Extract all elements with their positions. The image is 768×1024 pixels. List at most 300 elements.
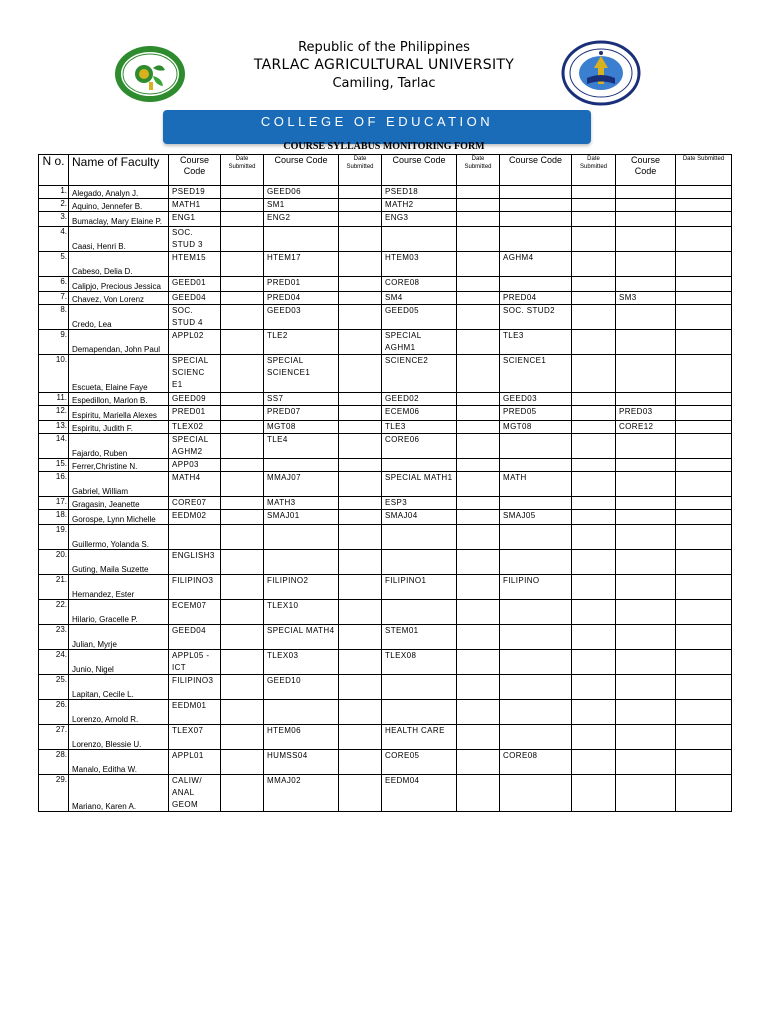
course-code-cell: ECEM07 xyxy=(169,600,221,625)
date-submitted-cell xyxy=(572,305,616,330)
header-date-submitted: Date Submitted xyxy=(676,155,732,186)
course-code-cell xyxy=(264,700,339,725)
date-submitted-cell xyxy=(339,525,382,550)
date-submitted-cell xyxy=(457,750,500,775)
faculty-name: Fajardo, Ruben xyxy=(72,449,128,458)
date-submitted-cell xyxy=(221,330,264,355)
date-submitted-cell xyxy=(676,292,732,305)
course-code-cell xyxy=(500,600,572,625)
course-code-cell xyxy=(500,186,572,199)
course-code-cell xyxy=(616,330,676,355)
course-code-cell xyxy=(616,277,676,292)
course-code-cell: ENG1 xyxy=(169,212,221,227)
course-code-cell: TLEX07 xyxy=(169,725,221,750)
course-code-cell: SS7 xyxy=(264,393,339,406)
course-code-cell xyxy=(500,497,572,510)
course-code-cell: TLE2 xyxy=(264,330,339,355)
date-submitted-cell xyxy=(572,472,616,497)
date-submitted-cell xyxy=(221,525,264,550)
faculty-name: Lapitan, Cecile L. xyxy=(72,690,134,699)
date-submitted-cell xyxy=(676,393,732,406)
course-code-cell: PRED01 xyxy=(264,277,339,292)
row-number: 21. xyxy=(39,575,69,600)
table-body xyxy=(39,186,732,812)
document-header xyxy=(0,0,768,160)
date-submitted-cell xyxy=(339,625,382,650)
course-code-cell: SMAJ04 xyxy=(382,510,457,525)
table-row xyxy=(39,700,732,725)
faculty-name-cell xyxy=(69,510,169,525)
row-number: 12. xyxy=(39,406,69,421)
table-row xyxy=(39,406,732,421)
date-submitted-cell xyxy=(339,406,382,421)
course-code-cell xyxy=(382,459,457,472)
date-submitted-cell xyxy=(339,292,382,305)
course-code-cell: HTEM17 xyxy=(264,252,339,277)
course-code-cell: SPECIAL MATH1 xyxy=(382,472,457,497)
table-row xyxy=(39,675,732,700)
date-submitted-cell xyxy=(572,497,616,510)
table-row xyxy=(39,510,732,525)
table-row xyxy=(39,421,732,434)
faculty-name-cell xyxy=(69,252,169,277)
faculty-name-cell xyxy=(69,550,169,575)
date-submitted-cell xyxy=(572,775,616,812)
date-submitted-cell xyxy=(221,575,264,600)
header-date-submitted: Date Submitted xyxy=(339,155,382,186)
course-code-cell xyxy=(500,725,572,750)
faculty-name: Lorenzo, Blessie U. xyxy=(72,740,142,749)
date-submitted-cell xyxy=(572,227,616,252)
faculty-name-cell xyxy=(69,675,169,700)
date-submitted-cell xyxy=(676,227,732,252)
date-submitted-cell xyxy=(457,775,500,812)
course-code-cell xyxy=(616,472,676,497)
course-code-cell: HTEM03 xyxy=(382,252,457,277)
row-number: 13. xyxy=(39,421,69,434)
course-code-cell: MMAJ02 xyxy=(264,775,339,812)
course-code-cell: CORE06 xyxy=(382,434,457,459)
table-row xyxy=(39,393,732,406)
date-submitted-cell xyxy=(457,252,500,277)
faculty-name-cell xyxy=(69,525,169,550)
course-code-cell xyxy=(616,625,676,650)
table-row xyxy=(39,625,732,650)
faculty-name: Gabriel, William xyxy=(72,487,129,496)
faculty-name: Credo, Lea xyxy=(72,320,112,329)
faculty-name: Aquino, Jennefer B. xyxy=(72,202,143,211)
course-code-cell xyxy=(264,550,339,575)
date-submitted-cell xyxy=(572,600,616,625)
row-number: 1. xyxy=(39,186,69,199)
course-code-cell xyxy=(264,525,339,550)
table-row xyxy=(39,330,732,355)
faculty-name-cell xyxy=(69,725,169,750)
date-submitted-cell xyxy=(339,600,382,625)
course-code-cell: MGT08 xyxy=(500,421,572,434)
date-submitted-cell xyxy=(221,650,264,675)
date-submitted-cell xyxy=(457,472,500,497)
date-submitted-cell xyxy=(339,355,382,393)
course-code-cell: APPL05 -ICT xyxy=(169,650,221,675)
faculty-name: Caasi, Henri B. xyxy=(72,242,126,251)
date-submitted-cell xyxy=(572,725,616,750)
course-code-cell xyxy=(500,550,572,575)
date-submitted-cell xyxy=(676,510,732,525)
course-code-cell xyxy=(382,675,457,700)
course-code-cell xyxy=(500,227,572,252)
row-number: 17. xyxy=(39,497,69,510)
course-code-cell: CORE07 xyxy=(169,497,221,510)
course-code-cell: CORE05 xyxy=(382,750,457,775)
date-submitted-cell xyxy=(572,355,616,393)
course-code-cell xyxy=(616,186,676,199)
row-number: 18. xyxy=(39,510,69,525)
table-row xyxy=(39,575,732,600)
date-submitted-cell xyxy=(676,675,732,700)
date-submitted-cell xyxy=(676,305,732,330)
course-code-cell: FILIPINO3 xyxy=(169,575,221,600)
faculty-name: Junio, Nigel xyxy=(72,665,114,674)
date-submitted-cell xyxy=(572,625,616,650)
course-code-cell: GEED03 xyxy=(500,393,572,406)
course-code-cell: SCIENCE1 xyxy=(500,355,572,393)
faculty-name-cell xyxy=(69,305,169,330)
table-row xyxy=(39,355,732,393)
course-code-cell: GEED10 xyxy=(264,675,339,700)
course-code-cell xyxy=(616,650,676,675)
date-submitted-cell xyxy=(457,434,500,459)
row-number: 2. xyxy=(39,199,69,212)
course-code-cell xyxy=(616,305,676,330)
row-number: 23. xyxy=(39,625,69,650)
course-code-cell: GEED06 xyxy=(264,186,339,199)
faculty-name-cell xyxy=(69,625,169,650)
date-submitted-cell xyxy=(457,725,500,750)
course-code-cell xyxy=(382,600,457,625)
date-submitted-cell xyxy=(572,277,616,292)
table-row xyxy=(39,725,732,750)
course-code-cell xyxy=(382,525,457,550)
date-submitted-cell xyxy=(572,575,616,600)
row-number: 28. xyxy=(39,750,69,775)
course-code-cell xyxy=(382,700,457,725)
course-code-cell: MATH xyxy=(500,472,572,497)
date-submitted-cell xyxy=(676,750,732,775)
course-code-cell: PRED04 xyxy=(264,292,339,305)
faculty-name: Escueta, Elaine Faye xyxy=(72,383,148,392)
date-submitted-cell xyxy=(339,227,382,252)
course-code-cell: PRED03 xyxy=(616,406,676,421)
faculty-name: Espiritu, Judith F. xyxy=(72,424,133,433)
date-submitted-cell xyxy=(676,199,732,212)
date-submitted-cell xyxy=(572,675,616,700)
date-submitted-cell xyxy=(339,212,382,227)
course-code-cell: FILIPINO xyxy=(500,575,572,600)
row-number: 10. xyxy=(39,355,69,393)
date-submitted-cell xyxy=(676,525,732,550)
date-submitted-cell xyxy=(457,625,500,650)
course-code-cell: SPECIAL SCIENCE1 xyxy=(264,355,339,393)
faculty-name: Julian, Myrje xyxy=(72,640,117,649)
date-submitted-cell xyxy=(221,675,264,700)
faculty-name: Bumaclay, Mary Elaine P. xyxy=(72,217,162,226)
header-course-code: Course Code xyxy=(169,155,221,186)
date-submitted-cell xyxy=(676,497,732,510)
faculty-name: Manalo, Editha W. xyxy=(72,765,137,774)
date-submitted-cell xyxy=(676,406,732,421)
date-submitted-cell xyxy=(221,292,264,305)
date-submitted-cell xyxy=(457,497,500,510)
date-submitted-cell xyxy=(457,330,500,355)
date-submitted-cell xyxy=(457,675,500,700)
faculty-name: Gragasin, Jeanette xyxy=(72,500,140,509)
faculty-name: Calipjo, Precious Jessica xyxy=(72,282,161,291)
date-submitted-cell xyxy=(221,305,264,330)
row-number: 22. xyxy=(39,600,69,625)
date-submitted-cell xyxy=(457,525,500,550)
date-submitted-cell xyxy=(221,459,264,472)
row-number: 26. xyxy=(39,700,69,725)
course-code-cell: PSED19 xyxy=(169,186,221,199)
table-row xyxy=(39,434,732,459)
table-row xyxy=(39,292,732,305)
date-submitted-cell xyxy=(572,292,616,305)
date-submitted-cell xyxy=(572,212,616,227)
faculty-name-cell xyxy=(69,277,169,292)
faculty-name-cell xyxy=(69,355,169,393)
date-submitted-cell xyxy=(457,406,500,421)
date-submitted-cell xyxy=(339,472,382,497)
course-code-cell xyxy=(616,199,676,212)
faculty-name-cell xyxy=(69,600,169,625)
faculty-name: Cabeso, Delia D. xyxy=(72,267,133,276)
date-submitted-cell xyxy=(676,600,732,625)
date-submitted-cell xyxy=(676,625,732,650)
date-submitted-cell xyxy=(572,459,616,472)
header-name-of-faculty: Name of Faculty xyxy=(69,155,169,186)
date-submitted-cell xyxy=(457,305,500,330)
date-submitted-cell xyxy=(676,186,732,199)
date-submitted-cell xyxy=(339,186,382,199)
row-number: 14. xyxy=(39,434,69,459)
course-code-cell: SM1 xyxy=(264,199,339,212)
table-row xyxy=(39,600,732,625)
faculty-name: Lorenzo, Arnold R. xyxy=(72,715,139,724)
course-code-cell: TLEX08 xyxy=(382,650,457,675)
form-title: COURSE SYLLABUS MONITORING FORM xyxy=(283,141,485,152)
course-code-cell xyxy=(616,725,676,750)
header-course-code: Course Code xyxy=(264,155,339,186)
course-code-cell xyxy=(616,550,676,575)
faculty-name: Ferrer,Christine N. xyxy=(72,462,138,471)
course-code-cell xyxy=(500,700,572,725)
header-date-submitted: Date Submitted xyxy=(221,155,264,186)
course-code-cell: SOC. STUD 3 xyxy=(169,227,221,252)
faculty-name-cell xyxy=(69,700,169,725)
course-code-cell xyxy=(500,199,572,212)
course-code-cell: GEED03 xyxy=(264,305,339,330)
course-code-cell xyxy=(500,775,572,812)
course-code-cell: MATH4 xyxy=(169,472,221,497)
header-course-code: Course Code xyxy=(616,155,676,186)
faculty-name: Alegado, Analyn J. xyxy=(72,189,139,198)
course-code-cell: ENG2 xyxy=(264,212,339,227)
faculty-name-cell xyxy=(69,750,169,775)
faculty-name-cell xyxy=(69,393,169,406)
course-code-cell xyxy=(500,525,572,550)
course-code-cell xyxy=(500,675,572,700)
date-submitted-cell xyxy=(676,459,732,472)
date-submitted-cell xyxy=(221,355,264,393)
course-code-cell xyxy=(264,227,339,252)
course-code-cell xyxy=(616,355,676,393)
date-submitted-cell xyxy=(457,575,500,600)
course-code-cell: HUMSS04 xyxy=(264,750,339,775)
row-number: 7. xyxy=(39,292,69,305)
date-submitted-cell xyxy=(572,750,616,775)
row-number: 6. xyxy=(39,277,69,292)
course-code-cell xyxy=(616,575,676,600)
course-code-cell: CORE12 xyxy=(616,421,676,434)
faculty-name: Hilario, Gracelle P. xyxy=(72,615,138,624)
course-code-cell: SPECIAL MATH4 xyxy=(264,625,339,650)
course-code-cell: TLEX03 xyxy=(264,650,339,675)
row-number: 19. xyxy=(39,525,69,550)
table-row xyxy=(39,497,732,510)
date-submitted-cell xyxy=(572,393,616,406)
course-code-cell: SM4 xyxy=(382,292,457,305)
row-number: 4. xyxy=(39,227,69,252)
course-code-cell xyxy=(616,497,676,510)
faculty-name: Demapendan, John Paul xyxy=(72,345,161,354)
date-submitted-cell xyxy=(457,650,500,675)
course-code-cell xyxy=(500,625,572,650)
course-code-cell: HTEM15 xyxy=(169,252,221,277)
date-submitted-cell xyxy=(676,434,732,459)
date-submitted-cell xyxy=(676,775,732,812)
date-submitted-cell xyxy=(339,750,382,775)
date-submitted-cell xyxy=(457,277,500,292)
course-code-cell: GEED04 xyxy=(169,292,221,305)
faculty-name-cell xyxy=(69,227,169,252)
faculty-name: Espiritu, Mariella Alexes xyxy=(72,411,157,420)
course-code-cell: SOC. STUD2 xyxy=(500,305,572,330)
date-submitted-cell xyxy=(339,252,382,277)
course-code-cell: GEED01 xyxy=(169,277,221,292)
course-code-cell: SMAJ05 xyxy=(500,510,572,525)
date-submitted-cell xyxy=(572,406,616,421)
course-code-cell: SM3 xyxy=(616,292,676,305)
date-submitted-cell xyxy=(339,725,382,750)
course-code-cell: TLE4 xyxy=(264,434,339,459)
university-name: TARLAC AGRICULTURAL UNIVERSITY xyxy=(253,57,515,73)
course-code-cell: CALIW/ ANAL GEOM xyxy=(169,775,221,812)
date-submitted-cell xyxy=(457,199,500,212)
faculty-name: Espedillon, Marlon B. xyxy=(72,396,148,405)
date-submitted-cell xyxy=(221,600,264,625)
faculty-name: Mariano, Karen A. xyxy=(72,802,137,811)
course-code-cell: HEALTH CARE xyxy=(382,725,457,750)
row-number: 24. xyxy=(39,650,69,675)
date-submitted-cell xyxy=(221,434,264,459)
date-submitted-cell xyxy=(339,700,382,725)
faculty-name-cell xyxy=(69,459,169,472)
date-submitted-cell xyxy=(221,472,264,497)
course-code-cell: SCIENCE2 xyxy=(382,355,457,393)
date-submitted-cell xyxy=(676,725,732,750)
course-code-cell xyxy=(500,650,572,675)
course-code-cell: CORE08 xyxy=(382,277,457,292)
faculty-name-cell xyxy=(69,575,169,600)
date-submitted-cell xyxy=(572,700,616,725)
row-number: 5. xyxy=(39,252,69,277)
date-submitted-cell xyxy=(572,525,616,550)
row-number: 8. xyxy=(39,305,69,330)
date-submitted-cell xyxy=(572,421,616,434)
date-submitted-cell xyxy=(457,186,500,199)
date-submitted-cell xyxy=(221,725,264,750)
course-code-cell: SMAJ01 xyxy=(264,510,339,525)
course-code-cell: PRED04 xyxy=(500,292,572,305)
date-submitted-cell xyxy=(572,434,616,459)
date-submitted-cell xyxy=(221,277,264,292)
date-submitted-cell xyxy=(221,227,264,252)
date-submitted-cell xyxy=(457,600,500,625)
course-code-cell: APPL01 xyxy=(169,750,221,775)
faculty-name: Guillermo, Yolanda S. xyxy=(72,540,149,549)
date-submitted-cell xyxy=(457,355,500,393)
date-submitted-cell xyxy=(676,472,732,497)
date-submitted-cell xyxy=(676,252,732,277)
date-submitted-cell xyxy=(572,330,616,355)
date-submitted-cell xyxy=(572,199,616,212)
republic-title: Republic of the Philippines xyxy=(298,40,470,55)
course-code-cell: EEDM02 xyxy=(169,510,221,525)
faculty-name: Guting, Maila Suzette xyxy=(72,565,149,574)
course-code-cell: CORE08 xyxy=(500,750,572,775)
course-code-cell: SPECIAL SCIENC E1 xyxy=(169,355,221,393)
faculty-name-cell xyxy=(69,199,169,212)
course-code-cell xyxy=(616,750,676,775)
course-code-cell xyxy=(616,212,676,227)
table-row xyxy=(39,277,732,292)
course-code-cell: FILIPINO1 xyxy=(382,575,457,600)
course-code-cell xyxy=(616,600,676,625)
date-submitted-cell xyxy=(339,421,382,434)
course-code-cell: HTEM06 xyxy=(264,725,339,750)
course-code-cell xyxy=(500,277,572,292)
table-row xyxy=(39,212,732,227)
table-row xyxy=(39,186,732,199)
table-row xyxy=(39,227,732,252)
course-code-cell: EEDM04 xyxy=(382,775,457,812)
faculty-name-cell xyxy=(69,650,169,675)
course-code-cell: MATH1 xyxy=(169,199,221,212)
date-submitted-cell xyxy=(221,510,264,525)
date-submitted-cell xyxy=(339,497,382,510)
date-submitted-cell xyxy=(457,700,500,725)
course-code-cell: TLEX10 xyxy=(264,600,339,625)
course-code-cell: PRED05 xyxy=(500,406,572,421)
date-submitted-cell xyxy=(339,330,382,355)
faculty-name-cell xyxy=(69,421,169,434)
date-submitted-cell xyxy=(339,575,382,600)
course-code-cell xyxy=(616,675,676,700)
date-submitted-cell xyxy=(339,393,382,406)
table-header-row xyxy=(39,155,732,186)
faculty-name-cell xyxy=(69,330,169,355)
